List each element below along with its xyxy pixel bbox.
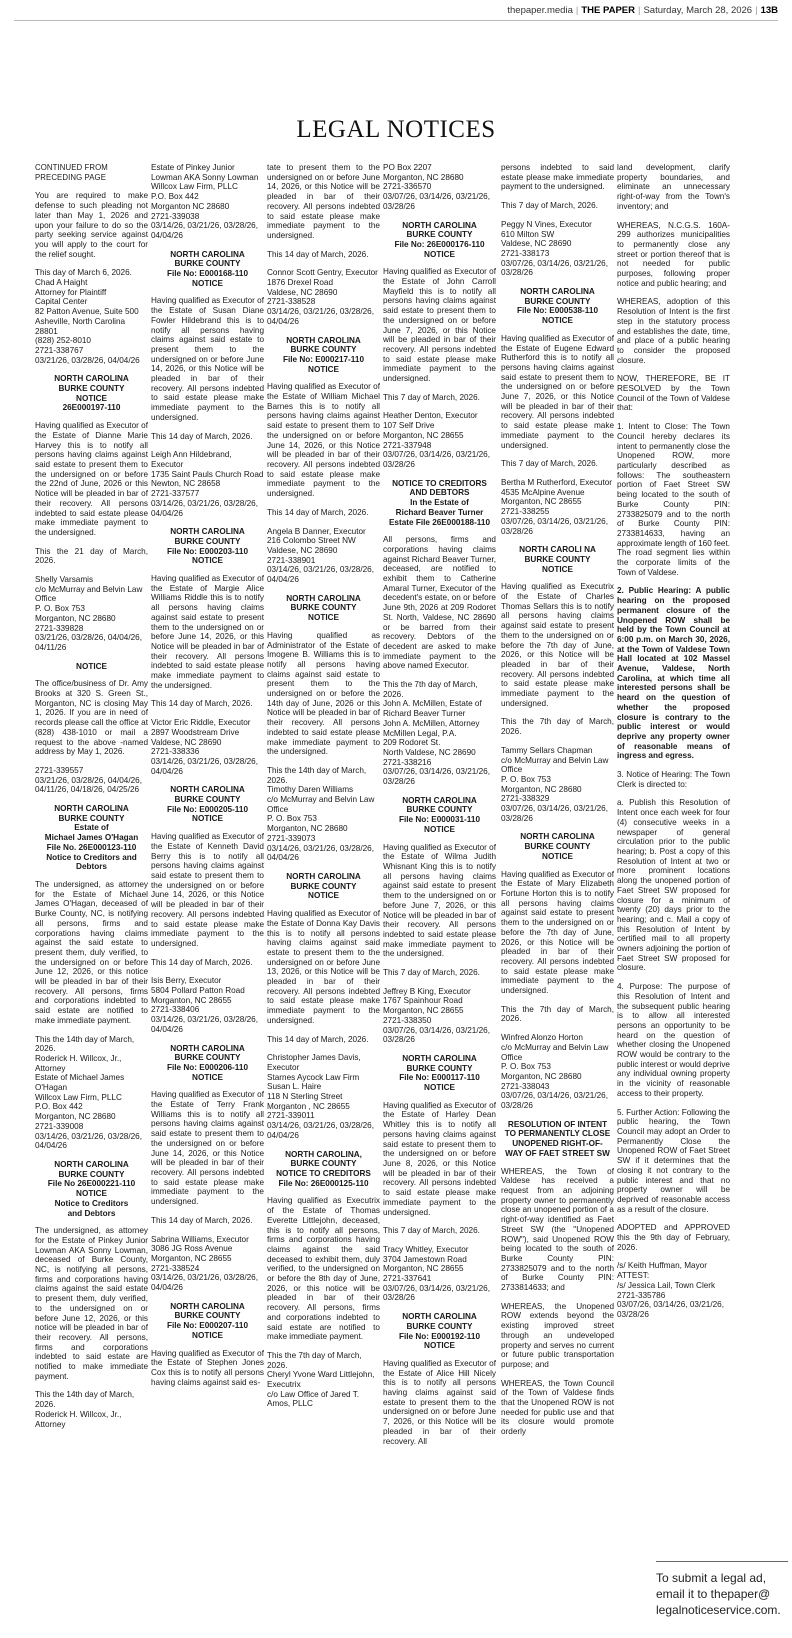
column-3 [267, 163, 380, 1633]
notice-heading: NOTICE [76, 661, 107, 671]
notice-paragraph: persons indebted to said estate please make immediate payment to the undersigned. [501, 163, 614, 192]
legal-notices-columns [35, 163, 777, 1633]
notice-signature: Shelly Varsamis c/o McMurray and Belvin Law Office P. O. Box 753 Morganton, NC 28680 2721-339828 03/21/26, 03/28/26, 04/04/26, 04/11/26 [35, 575, 143, 652]
notice-paragraph: This 14 day of March, 2026. [151, 431, 253, 441]
notice-heading: NORTH CAROLINA BURKE COUNTY NOTICE [286, 872, 361, 901]
notice-paragraph: Having qualified as Executor of the Estate of Kenneth David Berry this is to notify all persons having claims against said estate to present them to the undersigned on or before June 14, 2026, or this Notice will be pleaded in bar of their recovery. All persons indebted to said estate please make immediate payment to the undersigned. [151, 832, 264, 948]
column-5 [501, 163, 614, 1633]
notice-paragraph: This 14 day of March, 2026. [151, 699, 253, 709]
notice-paragraph: This 7 day of March, 2026. [383, 968, 480, 978]
notice-signature: This the 14th day of March, 2026. Timothy Daren Williams c/o McMurray and Belvin Law Office P. O. Box 753 Morganton, NC 28680 2721-339073 03/14/26, 03/21/26, 03/28/26, 04/04/26 [267, 765, 375, 863]
notice-paragraph: The undersigned, as attorney for the Estate of Michael James O'Hagan, deceased of Burke County, NC, is notifying all persons, firms and corporations having claims against the said estate to present them, duly verified, to the undersigned on or before June 12, 2026, or this notice will be pleaded in bar of their recovery. All persons, firms and corporations indebted to said estate are notified to make immediate payment. [35, 880, 148, 1025]
notice-paragraph: This 14 day of March, 2026. [151, 1215, 253, 1225]
notice-heading: NORTH CAROLINA BURKE COUNTY File No: E000031-110 NOTICE [398, 795, 480, 834]
notice-paragraph: This 7 day of March, 2026. [383, 392, 480, 402]
notice-paragraph: land development, clarify property boundaries, and eliminate an unnecessary right-of-way from the Town's inventory; and [617, 163, 730, 211]
notice-signature: Estate of Pinkey Junior Lowman AKA Sonny Lowman Willcox Law Firm, PLLC P.O. Box 442 Morganton NC 28680 2721-339038 03/14/26, 03/21/26, 03/28/26, 04/04/26 [151, 163, 259, 240]
notice-heading: NORTH CAROLINA BURKE COUNTY Estate of Michael James O'Hagan File No. 26E000123-110 Notice to Creditors and Debtors [44, 804, 139, 872]
notice-heading: NORTH CAROLINA BURKE COUNTY NOTICE 26E000197-110 [54, 374, 129, 413]
notice-heading: NORTH CAROLINA BURKE COUNTY File No: E000207-110 NOTICE [166, 1301, 248, 1340]
notice-heading: NORTH CAROLINA BURKE COUNTY File No: E000192-110 NOTICE [398, 1312, 480, 1351]
notice-paragraph: Having qualified as Executor of the Estate of Wilma Judith Whisnant King this is to notify all persons having claims against said estate to present them to the undersigned on or before June 7, 2026, or this Notice will be pleaded in bar of their recovery. All persons indebted to said estate please make immediate payment to the undersigned. [383, 842, 496, 959]
notice-paragraph: Having qualified as Executor of the Estate of Dianne Marie Harvey this is to notify all persons having claims against said estate to present them to the undersigned on or before the 22nd of June, 2026 or this Notice will be pleaded in bar of their recovery. All persons indebted to said estate please make immediate payment to the undersigned. [35, 421, 148, 537]
notice-paragraph: The undersigned, as attorney for the Estate of Pinkey Junior Lowman AKA Sonny Lowman, deceased of Burke County, NC, is notifying all persons, firms and corporations having claims against the said estate to present them, duly verified, to the undersigned on or before June 12, 2026, or this notice will be pleaded in bar of their recovery. All persons, firms and corporations indebted to said estate are notified to make immediate payment. [35, 1226, 148, 1381]
notice-paragraph: All persons, firms and corporations having claims against Richard Beaver Turner, deceased, are notified to exhibit them to Catherine Amaral Turner, Executor of the decedent's estate, on or before June 9th, 2026 at 209 Rodoret St. North, Valdese, NC 28690 or be barred from their recovery. Debtors of the decedent are asked to make immediate payment to the above named Executor. [383, 535, 496, 671]
notice-heading: NORTH CAROLINA BURKE COUNTY File No: E000206-110 NOTICE [166, 1043, 248, 1082]
notice-heading: NORTH CAROLINA BURKE COUNTY File No 26E000221-110 NOTICE Notice to Creditors and Debtors [47, 1159, 136, 1218]
notice-paragraph: This 14 day of March, 2026. [267, 507, 369, 517]
column-1 [35, 163, 148, 1633]
notice-paragraph: This 14 day of March, 2026. [151, 957, 253, 967]
notice-heading: NORTH CAROLINA, BURKE COUNTY NOTICE TO CREDITORS File No: 26E000125-110 [276, 1149, 371, 1188]
header-info: thepaper.media | THE PAPER | Saturday, March 28, 2026 | 13B [507, 5, 778, 16]
notice-signature: PO Box 2207 Morganton, NC 28680 2721-336570 03/07/26, 03/14/26, 03/21/26, 03/28/26 [383, 163, 490, 211]
column-2 [151, 163, 264, 1633]
notice-heading: RESOLUTION OF INTENT TO PERMANENTLY CLOSE UNOPENED RIGHT-OF- WAY OF FAET STREET SW [504, 1119, 611, 1158]
notice-signature: Winfred Alonzo Horton c/o McMurray and Belvin Law Office P. O. Box 753 Morganton, NC 28680 2721-338043 03/07/26, 03/14/26, 03/21/26, 03/28/26 [501, 1033, 609, 1111]
notice-paragraph: This 14 day of March, 2026. [267, 1034, 369, 1044]
column-6 [617, 163, 730, 1633]
notice-paragraph: 4. Purpose: The purpose of this Resolution of Intent and the subsequent public hearing is to allow all interested persons an opportunity to be heard on the question of whether closing the Unopened ROW would be contrary to the public interest or would deprive any individual owning property in the vicinity of reasonable access to their property. [617, 982, 730, 1098]
notice-heading: NORTH CAROLINA BURKE COUNTY NOTICE [286, 593, 361, 623]
notice-paragraph: This 7 day of March, 2026. [501, 459, 598, 469]
notice-paragraph: This 14 day of March, 2026. [267, 249, 369, 259]
notice-paragraph: WHEREAS, N.C.G.S. 160A-299 authorizes municipalities to permanently close any street or portion thereof that is not needed for public purposes, following proper notice and public hearing; and [617, 220, 730, 288]
notice-paragraph: WHEREAS, the Town Council of the Town of Valdese finds that the Unopened ROW is not needed for public use and that its closure would promote orderly [501, 1378, 614, 1437]
notice-paragraph: Having qualified as Executor of the Estate of Eugene Edward Rutherford this is to notify all persons having claims against said estate to present them to the undersigned on or before June 7, 2026, or this Notice will be pleaded in bar of their recovery. All persons indebted to said estate please make immediate payment to the undersigned. [501, 333, 614, 450]
notice-paragraph: WHEREAS, adoption of this Resolution of Intent is the first step in the statutory process and establishes the date, time, and place of a public hearing to consider the proposed closure. [617, 297, 730, 365]
notice-signature: This the 7th day of March, 2026. Cheryl Yvone Ward Littlejohn, Executrix c/o Law Office of Jared T. Amos, PLLC [267, 1350, 375, 1409]
site-url[interactable]: thepaper.media [507, 5, 573, 16]
notice-heading: NORTH CAROLINA BURKE COUNTY NOTICE [520, 832, 595, 861]
notice-signature: Leigh Ann Hildebrand, Executor 1735 Saint Pauls Church Road Newton, NC 28658 2721-337577 03/14/26, 03/21/26, 03/28/26, 04/04/26 [151, 450, 264, 518]
notice-signature: Christopher James Davis, Executor Starnes Aycock Law Firm Susan L. Haire 118 N Sterling Street Morganton , NC 28655 2721-339011 03/14/26, 03/21/26, 03/28/26, 04/04/26 [267, 1053, 374, 1140]
notice-paragraph: WHEREAS, the Town of Valdese has received a request from an adjoining property owner to permanently close an unopened portion of a right-of-way identified as Faet Street SW (the "Unopened ROW"), said Unopened ROW being located to the south of Burke County PIN: 2733825079 and to the north of Burke County PIN: 2733814633; and [501, 1166, 614, 1293]
notice-paragraph: This 7 day of March, 2026. [501, 201, 598, 211]
notice-paragraph: Having qualified as Executor of the Estate of Susan Diane Fowler Hildebrand this is to notify all persons having claims against said estate to present them to the undersigned on or before June 14, 2026, or this Notice will be pleaded in bar of their recovery. All persons indebted to said estate please make immediate payment to the undersigned. [151, 296, 264, 422]
notice-paragraph: WHEREAS, the Unopened ROW extends beyond the existing improved street through an undeveloped property and serves no current or future public transportation purpose; and [501, 1301, 614, 1369]
notice-heading: NORTH CAROLINA BURKE COUNTY File No: 26E000176-110 NOTICE [394, 220, 485, 259]
notice-paragraph: Having qualified as Executor of the Estate of Margie Alice Williams Riddle this is to notify all persons having claims against said estate to present them to the undersigned on or before June 14, 2026, or this Notice will be pleaded in bar of their recovery. All persons indebted to said estate please make immediate payment to the undersigned. [151, 574, 264, 690]
notice-signature: /s/ Keith Huffman, Mayor ATTEST: /s/ Jessica Lail, Town Clerk 2721-335786 03/07/26, 03/14/26, 03/21/26, 03/28/26 [617, 1261, 724, 1319]
notice-signature: Victor Eric Riddle, Executor 2897 Woodstream Drive Valdese, NC 28690 2721-338336 03/14/26, 03/21/26, 03/28/26, 04/04/26 [151, 718, 258, 776]
notice-paragraph: Having qualified as Executor of the Estate of Harley Dean Whitley this is to notify all persons having claims against said estate to present them to the undersigned on or before June 8, 2026, or this Notice will be pleaded in bar of their recovery. All persons indebted to said estate please make immediate payment to the undersigned. [383, 1100, 496, 1217]
notice-paragraph: Having qualified as Executor of the Estate of Donna Kay Davis this is to notify all persons having claims against said estate to present them to the undersigned on or before June 13, 2026, or this Notice will be pleaded in bar of their recovery. All persons indebted to said estate please make immediate payment to the undersigned. [267, 909, 380, 1025]
notice-heading: NORTH CAROLINA BURKE COUNTY File No: E000205-110 NOTICE [166, 785, 248, 824]
notice-paragraph: a. Publish this Resolution of Intent once each week for four (4) consecutive weeks in a newspaper of general circulation prior to the public hearing; b. Post a copy of this Resolution of Intent at two or more prominent locations along the unopened portion of Faet Street SW proposed for closure for a minimum of twenty (20) days prior to the hearing; and c. Mail a copy of this Resolution of Intent by certified mail to all property owners adjoining the portion of Faet Street SW proposed for closure. [617, 798, 730, 973]
notice-heading: NORTH CAROLINA BURKE COUNTY File No: E000117-110 NOTICE [399, 1053, 480, 1093]
notice-paragraph: 1. Intent to Close: The Town Council hereby declares its intent to permanently close the Unopened ROW, more particularly described as follows: The southeastern portion of Faet Street SW being located to the south of Burke County PIN: 2733825079 and to the north of Burke County PIN: 2733814633, having an approximate length of 160 feet. The road segment lies within the corporate limits of the Town of Valdese. [617, 422, 730, 577]
column-4 [383, 163, 496, 1633]
notice-paragraph: This the 7th day of March, 2026. [501, 1004, 614, 1024]
notice-heading: NOTICE TO CREDITORS AND DEBTORS In the Estate of Richard Beaver Turner Estate File 26E000188-110 [388, 478, 491, 527]
notice-signature: Peggy N Vines, Executor 610 Milton SW Valdese, NC 28690 2721-338173 03/07/26, 03/14/26, 03/21/26, 03/28/26 [501, 219, 608, 278]
notice-signature: Connor Scott Gentry, Executor 1876 Drexel Road Valdese, NC 28690 2721-338528 03/14/26, 03/21/26, 03/28/26, 04/04/26 [267, 268, 378, 326]
submit-legal-ad-text: To submit a legal ad, email it to thepaper@ legalnoticeservice.com. [656, 1571, 781, 1617]
notice-heading: NORTH CAROLINA BURKE COUNTY File No: E000203-110 NOTICE [166, 527, 248, 566]
notice-signature: This the 14th day of March, 2026. Roderick H. Willcox, Jr., Attorney [35, 1390, 135, 1429]
notice-signature: Angela B Danner, Executor 216 Colombo Street NW Valdese, NC 28690 2721-338901 03/14/26, 03/21/26, 03/28/26, 04/04/26 [267, 526, 374, 585]
notice-paragraph: Having qualified as Executor of the Estate of Stephen Jones Cox this is to notify all persons having claims against said es- [151, 1348, 264, 1387]
notice-paragraph: 2. Public Hearing: A public hearing on the proposed permanent closure of the Unopened ROW shall be held by the Town Council at 6:00 p.m. on March 30, 2026, at the Town of Valdese Town Hall located at 102 Massel Avenue, Valdese, North Carolina, at which time all interested persons shall be heard on the question of whether the proposed closure is contrary to the public interest or would deprive any property owner of reasonable means of ingress and egress. [617, 586, 730, 761]
notice-heading: NORTH CAROLINA BURKE COUNTY File No: E000538-110 NOTICE [516, 287, 598, 326]
notice-paragraph: Having qualified as Executor of the Estate of William Michael Barnes this is to notify all persons having claims against said estate to present them to the undersigned on or before June 14, 2026, or this Notice will be pleaded in bar of their recovery. All persons indebted to said estate please make immediate payment to the undersigned. [267, 382, 380, 499]
notice-paragraph: 5. Further Action: Following the public hearing, the Town Council may adopt an Order to Permanently Close the Unopened ROW of Faet Street SW if it determines that the closing it not contrary to the public interest and that no property owner will be deprived of reasonable access as a result of the closure. [617, 1107, 730, 1214]
notice-paragraph: Having qualified as Administrator of the Estate of Imogene B. Williams this is to notify all persons having claims against said estate to present them to the undersigned on or before the 14th day of June, 2026 or this Notice will be pleaded in bar of their recovery. All persons indebted to said estate please make immediate payment to the undersigned. [267, 630, 380, 757]
notice-paragraph: The office/business of Dr. Amy Brooks at 320 S. Green St., Morganton, NC is closing May 1, 2026. If you are in need of records please call the office at (828) 438-1010 or mail a request to the above -named address by May 1, 2026. [35, 679, 148, 757]
notice-paragraph: This the 21 day of March, 2026. [35, 546, 148, 566]
notice-signature: Tammy Sellars Chapman c/o McMurray and Belvin Law Office P. O. Box 753 Morganton, NC 28680 2721-338329 03/07/26, 03/14/26, 03/21/26, 03/28/26 [501, 745, 609, 823]
notice-paragraph: Having qualified as Executor of the Estate of John Carroll Mayfield this is to notify all persons having claims against said estate to present them to the undersigned on or before June 7, 2026, or this Notice will be pleaded in bar of their recovery. All persons indebted to said estate please make immediate payment to the undersigned. [383, 267, 496, 384]
notice-paragraph: NOW, THEREFORE, BE IT RESOLVED by the Town Council of the Town of Valdese that: [617, 374, 730, 413]
continued-label: CONTINUED FROM PRECEDING PAGE [35, 163, 108, 182]
paper-name: THE PAPER [581, 5, 635, 16]
notice-paragraph: 3. Notice of Hearing: The Town Clerk is directed to: [617, 770, 730, 789]
notice-signature: Sabrina Williams, Executor 3086 JG Ross Avenue Morganton, NC 28655 2721-338524 03/14/26, 03/21/26, 03/28/26, 04/04/26 [151, 1234, 258, 1293]
notice-heading: NORTH CAROLI NA BURKE COUNTY NOTICE [519, 545, 596, 574]
notice-signature: This day of March 6, 2026. Chad A Haight Attorney for Plaintiff Capital Center 82 Patton Avenue, Suite 500 Asheville, North Carolina 28801 (828) 252-8010 2721-338767 03/21/26, 03/28/26, 04/04/26 [35, 268, 140, 365]
notice-paragraph: Having qualified as Executrix of the Estate of Thomas Everette Littlejohn, deceased, this is to notify all persons, firms and corporations having claims against the said deceased to exhibit them, duly verified, to the undersigned on or before the 8th day of June, 2026, or this notice will be pleaded in bar of their recovery. All persons, firms and corporations indebted to said estate are notified to make immediate payment. [267, 1196, 380, 1342]
notice-paragraph: ADOPTED and APPROVED this the 9th day of February, 2026. [617, 1223, 730, 1252]
section-title: LEGAL NOTICES [296, 116, 496, 143]
notice-paragraph: This the 7th day of March, 2026. [501, 717, 614, 737]
notice-signature: Tracy Whitley, Executor 3704 Jamestown Road Morganton, NC 28655 2721-337641 03/07/26, 03/14/26, 03/21/26, 03/28/26 [383, 1244, 490, 1303]
notice-paragraph: Having qualified as Executor of the Estate of Terry Frank Williams this is to notify all persons having claims against said estate to present them to the undersigned on or before June 14, 2026, or this Notice will be pleaded in bar of their recovery. All persons indebted to said estate please make immediate payment to the undersigned. [151, 1090, 264, 1207]
issue-date: Saturday, March 28, 2026 [643, 5, 753, 16]
notice-signature: This the 14th day of March, 2026. Roderick H. Willcox, Jr., Attorney Estate of Michael James O'Hagan Willcox Law Firm, PLLC P.O. Box 442 Morganton, NC 28680 2721-339008 03/14/26, 03/21/26, 03/28/26, 04/04/26 [35, 1034, 142, 1151]
notice-signature: Heather Denton, Executor 107 Self Drive Morganton, NC 28655 2721-337948 03/07/26, 03/14/26, 03/21/26, 03/28/26 [383, 411, 490, 469]
notice-paragraph: You are required to make defense to such pleading not later than May 1, 2026 and upon your failure to do so the party seeking service against you will apply to the court for the relief sought. [35, 191, 148, 259]
notice-paragraph: This 7 day of March, 2026. [383, 1226, 480, 1236]
notice-signature: Jeffrey B King, Executor 1767 Spainhour Road Morganton, NC 28655 2721-338350 03/07/26, 03/14/26, 03/21/26, 03/28/26 [383, 986, 490, 1045]
notice-heading: NORTH CAROLINA BURKE COUNTY File No: E000217-110 NOTICE [282, 335, 364, 374]
notice-signature: Isis Berry, Executor 5804 Pollard Patton Road Morganton, NC 28655 2721-338406 03/14/26, 03/21/26, 03/28/26, 04/04/26 [151, 976, 258, 1034]
notice-paragraph: Having qualified as Executor of the Estate of Alice Hill Nicely this is to notify all persons having claims against said estate to present them to the undersigned on or before June 7, 2026, or this Notice will be pleaded in bar of their recovery. All [383, 1358, 496, 1446]
submit-legal-ad-box [656, 1561, 788, 1618]
notice-signature: This the 7th day of March, 2026. John A. McMillen, Estate of Richard Beaver Turner John A. McMillen, Attorney McMillen Legal, P.A. 209 Rodoret St. North Valdese, NC 28690 2721-338216 03/07/26, 03/14/26, 03/21/26, 03/28/26 [383, 680, 490, 787]
notice-heading: NORTH CAROLINA BURKE COUNTY File No: E000168-110 NOTICE [166, 249, 248, 288]
header-rule [14, 20, 778, 21]
notice-signature: 2721-339557 03/21/26, 03/28/26, 04/04/26, 04/11/26, 04/18/26, 04/25/26 [35, 765, 142, 795]
notice-paragraph: Having qualified as Executrix of the Estate of Charles Thomas Sellars this is to notify all persons having claims against said estate to present them to the undersigned on or before the 7th day of June, 2026, or this Notice will be pleaded in bar of their recovery. All persons indebted to said estate please make immediate payment to the undersigned. [501, 582, 614, 708]
page-number: 13B [760, 5, 778, 16]
page-header [0, 0, 792, 20]
notice-signature: Bertha M Rutherford, Executor 4535 McAlpine Avenue Morganton, NC 28655 2721-338255 03/07/26, 03/14/26, 03/21/26, 03/28/26 [501, 477, 613, 536]
notice-paragraph: tate to present them to the undersigned on or before June 14, 2026, or this Notice will be pleaded in bar of their recovery. All persons indebted to said estate please make immediate payment to the undersigned. [267, 163, 380, 240]
notice-paragraph: Having qualified as Executor of the Estate of Mary Elizabeth Fortune Horton this is to notify all persons having claims against said estate to present them to the undersigned on or before the 7th day of June, 2026, or this Notice will be pleaded in bar of their recovery. All persons indebted to said estate please make immediate payment to the undersigned. [501, 869, 614, 996]
